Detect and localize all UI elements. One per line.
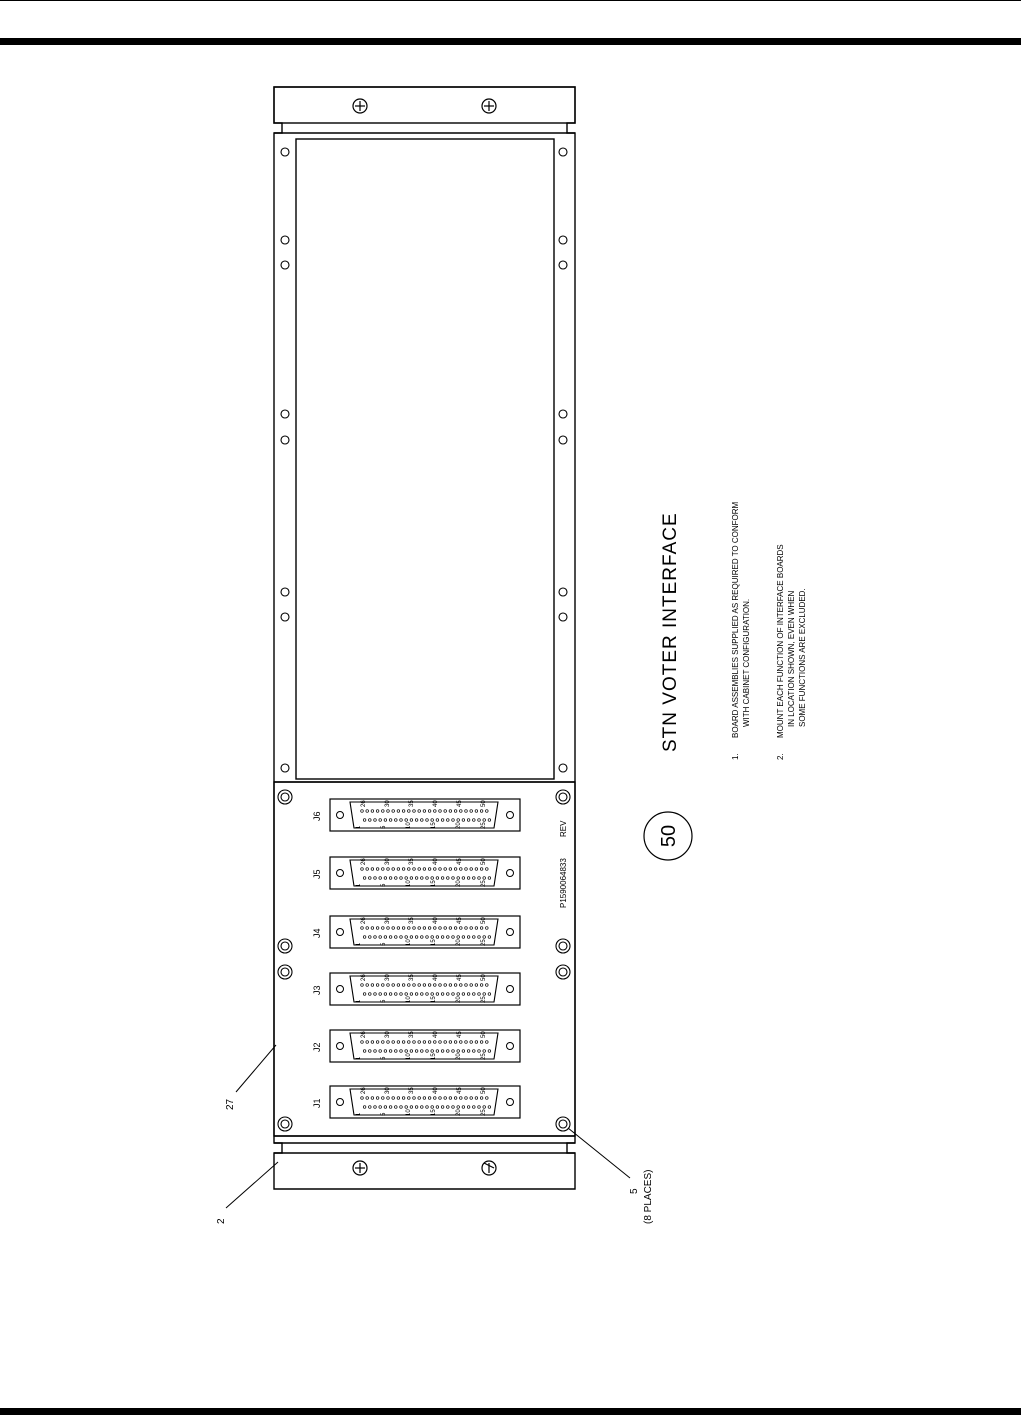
pin-number: 1 — [356, 883, 362, 887]
mounting-hole-icon — [281, 436, 289, 444]
note-2-line-1: MOUNT EACH FUNCTION OF INTERFACE BOARDS — [776, 544, 785, 738]
pin-number: 5 — [381, 1056, 387, 1060]
pin-number: 45 — [457, 800, 463, 807]
pin-number: 35 — [409, 800, 415, 807]
rack-screw-icon — [482, 1161, 496, 1175]
mounting-hole-icon — [559, 261, 567, 269]
pin-number: 20 — [456, 880, 462, 887]
pin-number: 10 — [406, 996, 412, 1003]
pin-number: 40 — [433, 1031, 439, 1038]
pin-number: 10 — [406, 822, 412, 829]
pin-number: 26 — [361, 917, 367, 924]
note-1-line-1: BOARD ASSEMBLIES SUPPLIED AS REQUIRED TO CONFORM — [731, 501, 740, 738]
callout-5-places: (8 PLACES) — [643, 1169, 654, 1224]
pin-number: 25 — [481, 939, 487, 946]
pin-number: 50 — [481, 800, 487, 807]
revision-label: REV — [559, 820, 568, 837]
leader-5 — [568, 1128, 630, 1178]
pin-number: 15 — [431, 822, 437, 829]
pin-number: 40 — [433, 917, 439, 924]
pin-number: 15 — [431, 1053, 437, 1060]
pin-number: 5 — [381, 1112, 387, 1116]
pin-number: 10 — [406, 880, 412, 887]
pin-number: 5 — [381, 825, 387, 829]
pin-number: 5 — [381, 883, 387, 887]
pin-number: 40 — [433, 800, 439, 807]
mounting-hole-icon — [559, 236, 567, 244]
standoff-screw-icon — [278, 939, 292, 953]
pin-number: 35 — [409, 1031, 415, 1038]
pin-number: 20 — [456, 1053, 462, 1060]
figure-title: STN VOTER INTERFACE — [660, 512, 681, 752]
part-number: P1590064833 — [559, 858, 568, 908]
pin-number: 26 — [361, 974, 367, 981]
pin-number: 35 — [409, 917, 415, 924]
notes-block — [731, 501, 807, 760]
pin-number: 40 — [433, 858, 439, 865]
pin-number: 45 — [457, 1031, 463, 1038]
connector-label: J4 — [312, 928, 322, 938]
pin-number: 26 — [361, 858, 367, 865]
pin-number: 15 — [431, 880, 437, 887]
pin-number: 30 — [385, 858, 391, 865]
connector-label: J5 — [312, 869, 322, 879]
standoff-screw-icon — [278, 965, 292, 979]
pin-number: 50 — [481, 917, 487, 924]
pin-number: 26 — [361, 1031, 367, 1038]
pin-number: 10 — [406, 1109, 412, 1116]
mounting-hole-icon — [559, 436, 567, 444]
mounting-hole-icon — [281, 148, 289, 156]
note-2-line-2: IN LOCATION SHOWN, EVEN WHEN — [787, 590, 796, 727]
rack-screw-icon — [482, 99, 496, 113]
connector-label: J2 — [312, 1042, 322, 1052]
note-2-number: 2. — [776, 753, 785, 760]
standoff-screw-icon — [556, 790, 570, 804]
note-2-line-3: SOME FUNCTIONS ARE EXCLUDED. — [798, 588, 807, 727]
pin-number: 30 — [385, 800, 391, 807]
pin-number: 1 — [356, 999, 362, 1003]
pin-number: 45 — [457, 917, 463, 924]
pin-number: 25 — [481, 996, 487, 1003]
callout-27: 27 — [225, 1098, 236, 1110]
pin-number: 50 — [481, 858, 487, 865]
mounting-hole-icon — [281, 236, 289, 244]
rack-screw-icon — [353, 99, 367, 113]
pin-number: 40 — [433, 974, 439, 981]
connector-j3 — [330, 973, 520, 1005]
pin-number: 26 — [361, 1087, 367, 1094]
connector-j1 — [330, 1086, 520, 1118]
pin-number: 26 — [361, 800, 367, 807]
leader-2 — [226, 1162, 278, 1208]
connector-label: J3 — [312, 985, 322, 995]
pin-number: 20 — [456, 996, 462, 1003]
callout-5: 5 — [629, 1188, 640, 1194]
pin-number: 1 — [356, 825, 362, 829]
pin-number: 20 — [456, 822, 462, 829]
pin-number: 35 — [409, 974, 415, 981]
standoff-screw-icon — [556, 1117, 570, 1131]
pin-number: 20 — [456, 1109, 462, 1116]
mounting-hole-icon — [281, 588, 289, 596]
pin-number: 10 — [406, 1053, 412, 1060]
pin-number: 15 — [431, 939, 437, 946]
rack-screw-icon — [353, 1161, 367, 1175]
pin-number: 25 — [481, 1053, 487, 1060]
pin-number: 35 — [409, 1087, 415, 1094]
pin-number: 45 — [457, 858, 463, 865]
mounting-hole-icon — [559, 613, 567, 621]
pin-number: 40 — [433, 1087, 439, 1094]
upper-panel-window — [296, 139, 554, 779]
mounting-holes — [281, 148, 567, 772]
standoff-screw-icon — [278, 790, 292, 804]
pin-number: 1 — [356, 1112, 362, 1116]
mounting-hole-icon — [281, 613, 289, 621]
pin-number: 50 — [481, 974, 487, 981]
connector-board — [274, 782, 575, 1136]
pin-number: 50 — [481, 1087, 487, 1094]
mounting-hole-icon — [559, 588, 567, 596]
connector-j2 — [330, 1030, 520, 1062]
upper-bracket-top — [274, 87, 575, 123]
connector-label: J1 — [312, 1098, 322, 1108]
mounting-hole-icon — [281, 261, 289, 269]
figure-index-number: 50 — [658, 824, 680, 848]
note-1-number: 1. — [731, 753, 740, 760]
figure-index-badge — [644, 812, 692, 860]
pin-number: 20 — [456, 939, 462, 946]
callout-2: 2 — [216, 1218, 227, 1224]
standoff-screw-icon — [278, 1117, 292, 1131]
mounting-hole-icon — [559, 148, 567, 156]
pin-number: 1 — [356, 1056, 362, 1060]
mounting-hole-icon — [281, 764, 289, 772]
pin-number: 30 — [385, 974, 391, 981]
pin-number: 15 — [431, 1109, 437, 1116]
pin-number: 30 — [385, 917, 391, 924]
connector-label: J6 — [312, 811, 322, 821]
pin-number: 35 — [409, 858, 415, 865]
pin-number: 1 — [356, 942, 362, 946]
pin-number: 45 — [457, 974, 463, 981]
pin-number: 50 — [481, 1031, 487, 1038]
leader-27 — [236, 1045, 276, 1092]
connector-j6 — [330, 799, 520, 831]
pin-number: 5 — [381, 942, 387, 946]
pin-number: 15 — [431, 996, 437, 1003]
pin-number: 30 — [385, 1087, 391, 1094]
standoff-screw-icon — [556, 965, 570, 979]
chassis-outline — [274, 87, 575, 1189]
mounting-hole-icon — [559, 764, 567, 772]
pin-number: 25 — [481, 1109, 487, 1116]
pin-number: 25 — [481, 880, 487, 887]
mounting-hole-icon — [559, 410, 567, 418]
pin-number: 30 — [385, 1031, 391, 1038]
pin-number: 10 — [406, 939, 412, 946]
connector-j4 — [330, 916, 520, 948]
standoff-screw-icon — [556, 939, 570, 953]
connector-j5 — [330, 857, 520, 889]
pin-number: 5 — [381, 999, 387, 1003]
connector-group — [330, 799, 520, 1118]
note-1-line-2: WITH CABINET CONFIGURATION. — [742, 598, 751, 727]
mounting-hole-icon — [281, 410, 289, 418]
standoff-screws — [278, 790, 570, 1131]
pin-number: 25 — [481, 822, 487, 829]
pin-number: 45 — [457, 1087, 463, 1094]
